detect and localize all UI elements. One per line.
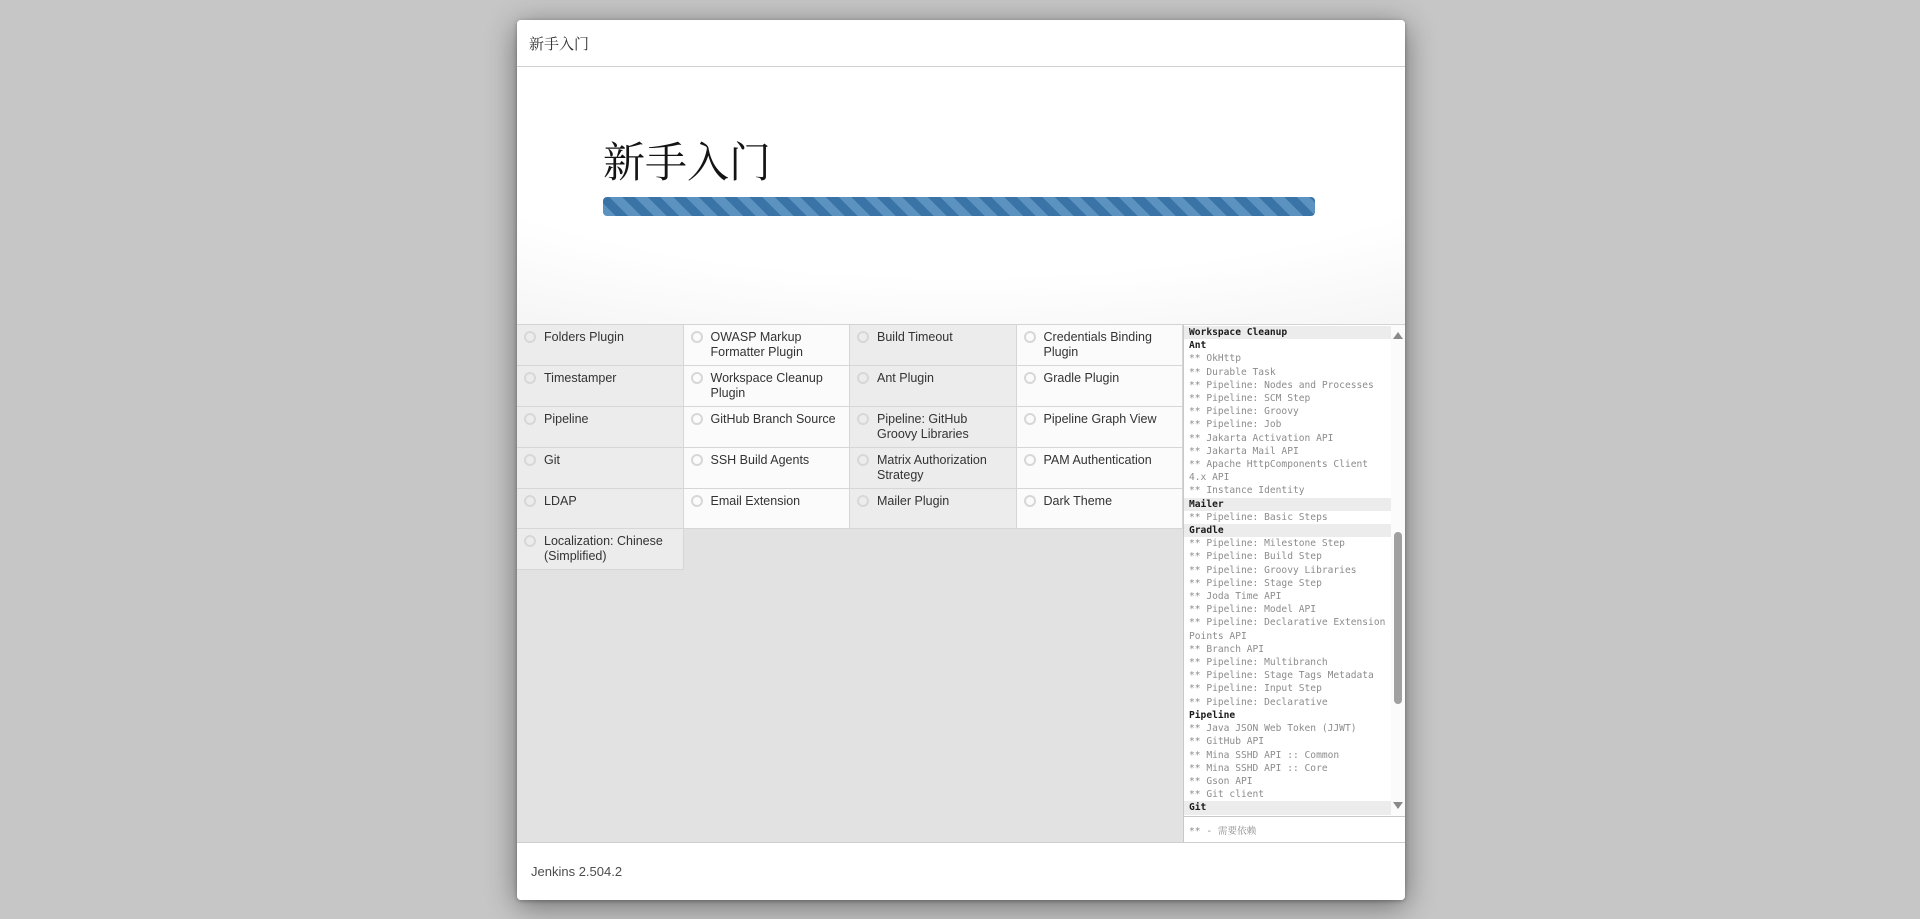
plugin-pending-spinner-icon	[1024, 454, 1036, 466]
plugin-name: Workspace Cleanup Plugin	[710, 371, 823, 400]
plugin-name: SSH Build Agents	[710, 453, 810, 467]
plugin-cell	[1017, 448, 1184, 489]
content-row	[517, 325, 1405, 842]
plugin-pending-spinner-icon	[691, 331, 703, 343]
plugins-area	[517, 325, 1183, 842]
plugin-name: Pipeline Graph View	[1043, 412, 1157, 426]
plugin-pending-spinner-icon	[1024, 413, 1036, 425]
log-line: ** Git client	[1189, 789, 1265, 801]
log-line: ** Apache HttpComponents Client 4.x API	[1189, 459, 1374, 484]
log-line: ** Mina SSHD API :: Core	[1189, 762, 1328, 774]
scroll-down-arrow-icon[interactable]	[1393, 802, 1403, 809]
log-line: ** Java JSON Web Token (JJWT)	[1189, 723, 1357, 735]
log-line: Mailer	[1184, 498, 1405, 511]
scroll-up-arrow-icon[interactable]	[1393, 332, 1403, 339]
log-line: Workspace Cleanup	[1184, 326, 1405, 339]
plugin-name: Matrix Authorization Strategy	[877, 453, 987, 482]
install-progress-bar	[603, 197, 1315, 216]
plugin-cell	[850, 366, 1017, 407]
plugin-name: Build Timeout	[877, 330, 953, 344]
plugin-pending-spinner-icon	[857, 331, 869, 343]
log-line: ** Pipeline: Stage Step	[1189, 577, 1322, 589]
log-line: ** Durable Task	[1189, 366, 1276, 378]
log-line: ** Pipeline: Model API	[1189, 604, 1317, 616]
log-line: ** Pipeline: Multibranch	[1189, 657, 1328, 669]
dialog-title: 新手入门	[529, 35, 590, 53]
log-line: ** Pipeline: Job	[1189, 419, 1282, 431]
log-line: ** Pipeline: Groovy Libraries	[1189, 564, 1357, 576]
log-line: Git	[1184, 801, 1405, 814]
plugin-pending-spinner-icon	[524, 372, 536, 384]
plugin-pending-spinner-icon	[1024, 372, 1036, 384]
plugin-cell	[517, 529, 684, 570]
plugin-name: Gradle Plugin	[1043, 371, 1120, 385]
log-line: ** OkHttp	[1189, 353, 1241, 365]
plugin-name: Localization: Chinese (Simplified)	[544, 534, 663, 563]
log-line: ** Pipeline: SCM Step	[1189, 393, 1311, 405]
log-line: ** Instance Identity	[1189, 485, 1305, 497]
log-line: ** Pipeline: Milestone Step	[1189, 538, 1345, 550]
plugin-cell	[517, 407, 684, 448]
plugin-cell	[850, 448, 1017, 489]
plugin-pending-spinner-icon	[524, 495, 536, 507]
plugin-pending-spinner-icon	[691, 495, 703, 507]
plugin-cell	[850, 325, 1017, 366]
plugin-name: Folders Plugin	[544, 330, 624, 344]
plugin-cell	[684, 366, 851, 407]
install-log-panel	[1183, 325, 1405, 842]
log-line: ** GitHub API	[1189, 736, 1265, 748]
plugin-pending-spinner-icon	[691, 372, 703, 384]
plugin-cell	[684, 407, 851, 448]
plugin-cell	[1017, 407, 1184, 448]
plugin-cell	[1017, 325, 1184, 366]
plugins-grid	[517, 325, 1183, 570]
plugin-name: PAM Authentication	[1043, 453, 1152, 467]
log-scrollbar[interactable]	[1391, 325, 1405, 816]
plugin-pending-spinner-icon	[1024, 495, 1036, 507]
log-line: ** Branch API	[1189, 643, 1265, 655]
plugin-name: Email Extension	[710, 494, 801, 508]
log-line: ** Pipeline: Nodes and Processes	[1189, 379, 1374, 391]
plugin-cell	[517, 325, 684, 366]
scrollbar-thumb[interactable]	[1394, 532, 1402, 704]
plugin-cell	[684, 325, 851, 366]
log-line: ** Mina SSHD API :: Common	[1189, 749, 1340, 761]
log-line: Pipeline	[1189, 709, 1236, 721]
plugin-cell	[1017, 489, 1184, 529]
dialog-header	[517, 20, 1405, 67]
log-line: Ant	[1189, 340, 1207, 352]
dependency-legend	[1184, 816, 1405, 842]
plugin-name: LDAP	[544, 494, 577, 508]
dialog-footer	[517, 842, 1405, 900]
log-line: ** Pipeline: Basic Steps	[1189, 511, 1328, 523]
plugin-pending-spinner-icon	[524, 535, 536, 547]
plugin-pending-spinner-icon	[1024, 331, 1036, 343]
plugin-name: GitHub Branch Source	[710, 412, 836, 426]
plugin-cell	[1017, 366, 1184, 407]
hero-section	[517, 67, 1405, 325]
log-line: ** Gson API	[1189, 775, 1253, 787]
plugin-name: Dark Theme	[1043, 494, 1113, 508]
plugin-pending-spinner-icon	[524, 331, 536, 343]
plugin-pending-spinner-icon	[691, 413, 703, 425]
plugin-name: Pipeline	[544, 412, 589, 426]
plugin-name: Mailer Plugin	[877, 494, 950, 508]
plugin-name: Credentials Binding Plugin	[1043, 330, 1152, 359]
plugin-name: Git	[544, 453, 560, 467]
plugin-pending-spinner-icon	[691, 454, 703, 466]
plugin-cell	[517, 448, 684, 489]
log-line: ** Jakarta Activation API	[1189, 432, 1334, 444]
plugin-pending-spinner-icon	[524, 413, 536, 425]
log-line: Gradle	[1184, 524, 1405, 537]
log-line: ** Pipeline: Declarative Extension Points API	[1189, 617, 1392, 642]
plugin-cell	[850, 489, 1017, 529]
log-line: ** Pipeline: Build Step	[1189, 551, 1322, 563]
plugin-pending-spinner-icon	[857, 413, 869, 425]
log-line: ** Pipeline: Input Step	[1189, 683, 1322, 695]
plugin-cell	[684, 489, 851, 529]
log-line: ** Joda Time API	[1189, 591, 1282, 603]
plugin-pending-spinner-icon	[857, 372, 869, 384]
plugin-pending-spinner-icon	[857, 454, 869, 466]
plugin-pending-spinner-icon	[524, 454, 536, 466]
getting-started-dialog	[517, 20, 1405, 900]
plugin-name: OWASP Markup Formatter Plugin	[710, 330, 803, 359]
plugin-cell	[684, 448, 851, 489]
install-log[interactable]	[1184, 325, 1405, 816]
plugin-pending-spinner-icon	[857, 495, 869, 507]
plugin-name: Pipeline: GitHub Groovy Libraries	[877, 412, 969, 441]
log-line: ** Pipeline: Groovy	[1189, 406, 1299, 418]
plugin-name: Timestamper	[544, 371, 617, 385]
hero-title: 新手入门	[603, 139, 772, 186]
dependency-legend-text: ** - 需要依赖	[1189, 825, 1257, 837]
plugin-cell	[850, 407, 1017, 448]
log-line: ** Pipeline: Declarative	[1189, 696, 1328, 708]
plugin-cell	[517, 489, 684, 529]
plugin-cell	[517, 366, 684, 407]
log-line: ** Pipeline: Stage Tags Metadata	[1189, 670, 1374, 682]
jenkins-version: Jenkins 2.504.2	[531, 864, 623, 879]
plugin-name: Ant Plugin	[877, 371, 934, 385]
log-line: ** Jakarta Mail API	[1189, 445, 1299, 457]
